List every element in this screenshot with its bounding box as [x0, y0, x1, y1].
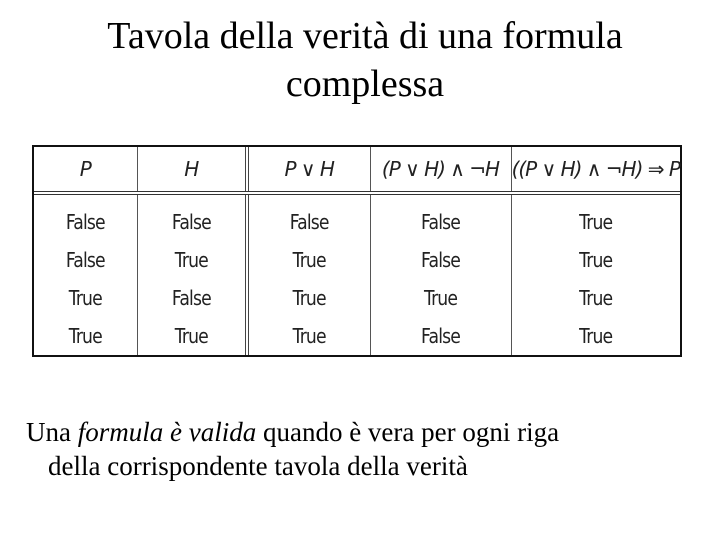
header-p-or-h: P ∨ H — [247, 147, 370, 193]
cell-p: False — [65, 210, 105, 235]
table-header-row — [34, 147, 680, 193]
cell-and-not-h: False — [380, 317, 501, 355]
cell-h: False — [145, 279, 240, 317]
cell-p-or-h: True — [256, 317, 362, 355]
cell-implies-p: True — [523, 279, 668, 317]
cell-p-or-h: True — [256, 279, 362, 317]
cell-implies-p: True — [523, 193, 668, 241]
caption-text-end: quando è vera per ogni riga — [256, 417, 560, 447]
header-and-not-h: (P ∨ H) ∧ ¬H — [370, 147, 511, 193]
cell-h: True — [145, 241, 240, 279]
caption-text-start: Una — [26, 417, 78, 447]
title-line-1: Tavola della verità di una formula — [107, 15, 623, 57]
table-row — [34, 193, 680, 241]
caption-line-2: della corrispondente tavola della verità — [48, 451, 468, 481]
table-row — [34, 317, 680, 355]
cell-implies-p: True — [523, 241, 668, 279]
cell-and-not-h: True — [380, 279, 501, 317]
cell-h: True — [145, 317, 240, 355]
cell-p-or-h: True — [256, 241, 362, 279]
cell-h: False — [145, 193, 240, 241]
cell-implies-p: True — [523, 317, 668, 355]
table-row — [34, 241, 680, 279]
truth-table-frame — [32, 145, 682, 357]
header-p: P — [34, 147, 137, 193]
caption-emphasis: formula è valida — [77, 417, 257, 447]
cell-p: True — [68, 286, 102, 311]
cell-and-not-h: False — [380, 241, 501, 279]
cell-p-or-h: False — [256, 193, 362, 241]
title-line-2: complessa — [285, 63, 445, 105]
truth-table — [34, 147, 680, 355]
header-h: H — [137, 147, 247, 193]
table-row — [34, 279, 680, 317]
slide-title — [0, 12, 720, 108]
cell-and-not-h: False — [380, 193, 501, 241]
cell-p: True — [68, 324, 102, 349]
caption — [26, 415, 696, 483]
cell-p: False — [65, 248, 105, 273]
header-implies-p: ((P ∨ H) ∧ ¬H) ⇒ P — [511, 147, 680, 193]
